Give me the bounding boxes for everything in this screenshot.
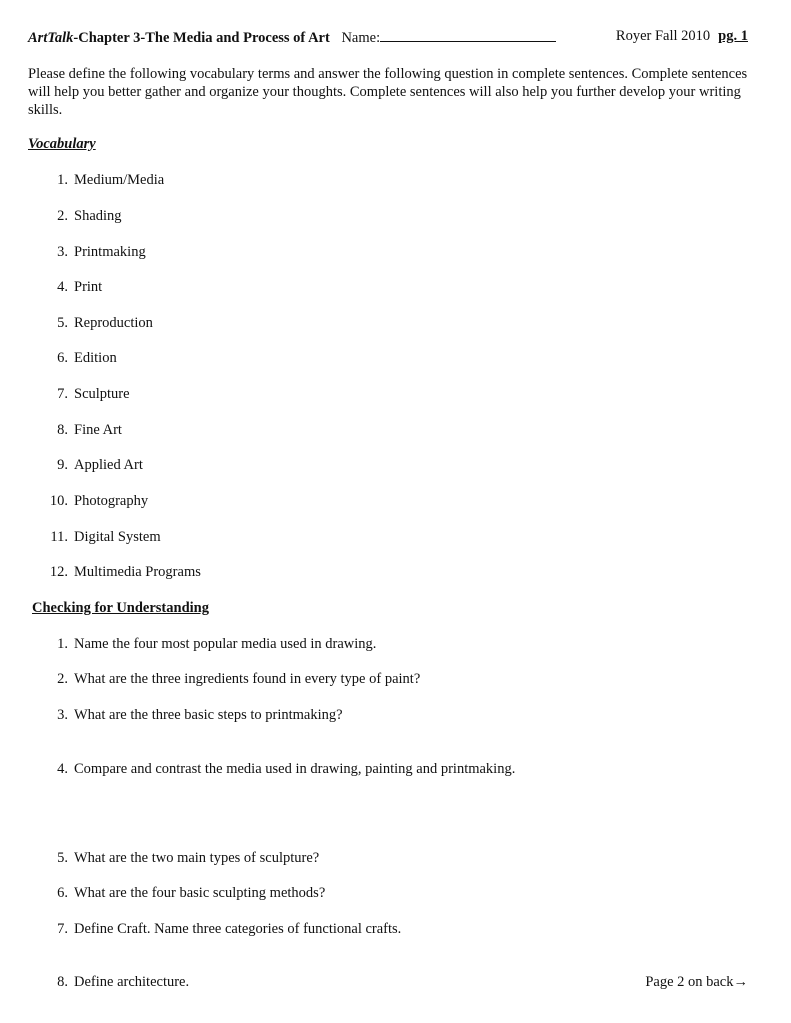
vocab-item [28, 493, 748, 513]
question-text: What are the two main types of sculpture? [74, 850, 320, 866]
name-label: Name: [341, 30, 381, 46]
item-number: 1. [57, 172, 68, 188]
vocab-item [28, 529, 748, 549]
vocab-term: Medium/Media [74, 172, 165, 188]
header-right [616, 28, 748, 45]
page-number: pg. 1 [718, 28, 748, 44]
vocab-term: Fine Art [74, 422, 122, 438]
vocab-term: Digital System [74, 529, 161, 545]
worksheet-header [28, 28, 748, 48]
vocab-term: Shading [74, 208, 122, 224]
question-item [28, 707, 748, 727]
item-number: 5. [57, 315, 68, 331]
vocab-item [28, 350, 748, 370]
vocab-term: Photography [74, 493, 149, 509]
item-number: 1. [57, 636, 68, 652]
instructions-paragraph: Please define the following vocabulary terms and answer the following question in complete sentences. Complete sentences will help you better gather and organize your thoughts. Complete sentences will also help you further develop your writing skills. [28, 66, 748, 118]
name-blank-line[interactable] [380, 28, 556, 42]
question-text: What are the three basic steps to printmaking? [74, 707, 343, 723]
vocab-term: Multimedia Programs [74, 564, 201, 580]
item-number: 2. [57, 208, 68, 224]
vocab-item [28, 564, 748, 584]
course-info: Royer Fall 2010 [615, 28, 711, 44]
vocab-item [28, 172, 748, 192]
item-number: 8. [57, 974, 68, 990]
question-text: What are the four basic sculpting methods? [74, 885, 326, 901]
vocab-item [28, 208, 748, 228]
item-number: 11. [50, 529, 68, 545]
understanding-heading: Checking for Understanding [32, 600, 209, 616]
item-number: 4. [57, 761, 68, 777]
item-number: 6. [57, 350, 68, 366]
item-number: 5. [57, 850, 68, 866]
question-text: What are the three ingredients found in every type of paint? [74, 671, 421, 687]
question-item [28, 974, 748, 994]
textbook-title: ArtTalk [28, 30, 74, 46]
vocabulary-heading: Vocabulary [28, 136, 96, 152]
item-number: 3. [57, 707, 68, 723]
question-item [28, 636, 748, 656]
question-text: Define architecture. [74, 974, 190, 990]
page-continue-note: Page 2 on back→ [645, 974, 748, 990]
question-text: Name the four most popular media used in drawing. [74, 636, 377, 652]
item-number: 7. [57, 386, 68, 402]
question-item [28, 850, 748, 870]
vocab-term: Print [74, 279, 103, 295]
vocab-item [28, 279, 748, 299]
vocab-item [28, 244, 748, 264]
item-number: 12. [49, 564, 68, 580]
vocab-item [28, 422, 748, 442]
vocab-term: Sculpture [74, 386, 130, 402]
item-number: 7. [57, 921, 68, 937]
vocab-term: Reproduction [74, 315, 153, 331]
item-number: 6. [57, 885, 68, 901]
item-number: 3. [57, 244, 68, 260]
chapter-title: -Chapter 3-The Media and Process of Art [73, 30, 330, 46]
question-item [28, 885, 748, 905]
item-number: 2. [57, 671, 68, 687]
question-text: Compare and contrast the media used in drawing, painting and printmaking. [74, 761, 516, 777]
item-number: 8. [57, 422, 68, 438]
vocab-term: Edition [74, 350, 117, 366]
item-number: 4. [57, 279, 68, 295]
vocab-item [28, 457, 748, 477]
vocab-term: Applied Art [74, 457, 143, 473]
vocab-term: Printmaking [74, 244, 146, 260]
vocab-item [28, 386, 748, 406]
question-text: Define Craft. Name three categories of functional crafts. [74, 921, 402, 937]
question-item [28, 761, 748, 781]
question-item [28, 671, 748, 691]
item-number: 10. [49, 493, 68, 509]
vocab-item [28, 315, 748, 335]
item-number: 9. [57, 457, 68, 473]
question-item [28, 921, 748, 941]
